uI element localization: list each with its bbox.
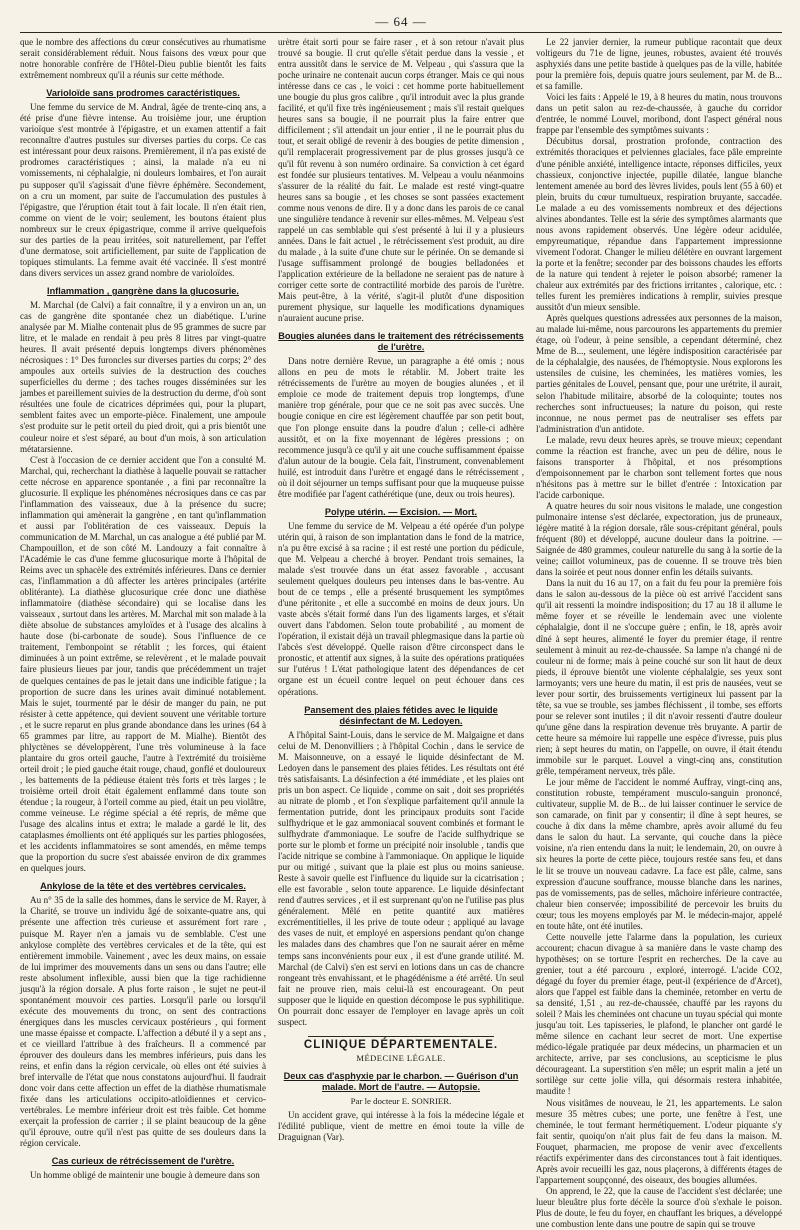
paragraph: On apprend, le 22, que la cause de l'accident s'est déclarée; une lueur bleuâtre plus forte décèle la source d'où s'exhale le poison. Plus de doute, le feu du foyer, en chauffant les briques, a développé une combustion lente dans une poutre de sapin qui se trouve [536,1185,782,1230]
paragraph: Une femme du service de M. Velpeau a été opérée d'un polype utérin qui, à raison de son implantation dans le fond de la matrice, n'a pu être excisé à sa racine ; il est resté une portion du pédicule, que M. Velpeau a cherché à broyer. Pendant trois semaines, la malade s'est trouvée dans un état assez favorable , accusant seulement quelques douleurs peu intenses dans le bas-ventre. Au bout de ce temps , elle a présenté brusquement les symptômes d'une péritonite , et elle a succombé en moins de deux jours. Un vaste abcès s'était formé dans l'un des ligaments larges, et s'était ouvert dans l'abdomen. Selon toute probabilité , au moment de l'opération, il existait déjà un travail phlegmasique dans la partie où l'abcès s'est développé. Quelle raison d'être circonspect dans le pronostic, et attentif aux signes, à la suite des opérations pratiquées sur l'utérus ! L'état pathologique latent des dépendances de cet organe est un écueil contre lequel on peut échouer dans ces opérations. [278,520,524,697]
paragraph: Décubitus dorsal, prostration profonde, contraction des extrémités thoraciques et pelviennes glaciales, face pâle empreinte d'une pénible anxiété, intelligence intacte, réponses difficiles, yeux chassieux, conjonctive injectée, pupille dilatée, langue blanche lentement amenée au bord des lèvres livides, pouls lent (55 à 60) et plein, bruits du cœur tumultueux, respiration bruyante, saccadée. Le malade a eu des vomissements nombreux et des déjections alvines abondantes. Telle est la série des symptômes alarmants que nous avons rapidement observés. Une légère odeur acidulée, empyreumatique, répandue dans l'appartement impressionne vivement l'odorat. Changer le milieu délétère en ouvrant largement la porte et la fenêtre; seconder par des boissons chaudes les efforts de la nature qui tendent à rejeter le poison absorbé; ramener la chaleur aux extrémités par des frictions irritantes , calorique, etc. : telles furent les premières indications à remplir, suivies presque aussitôt d'un mieux sensible. [536,136,782,313]
clinic-title: CLINIQUE DÉPARTEMENTALE. [303,1038,499,1051]
paragraph: Au n° 35 de la salle des hommes, dans le service de M. Rayer, à la Charité, se trouve un individu âgé de soixante-quatre ans, qui présente une affection très curieuse et assurément fort rare , puisque M. Rayer n'en a jamais vu de semblable. C'est une ankylose complète des vertèbres cervicales et de la tête, qui est entièrement immobile. Vainement , avec les deux mains, on essaie de lui imprimer des mouvements dans un sens ou dans l'autre; elle reste absolument inflexible, aussi bien que la tige rachidienne jusqu'à la région dorsale. A plus forte raison , le sujet ne peut-il spontanément mouvoir ces parties. Lorsqu'il parle ou lorsqu'il exécute des mouvements du tronc, on sent des contractions énergiques dans les muscles cervicaux postérieurs , qui forment une masse épaisse et compacte. L'affection a débuté il y a sept ans , et ce vieillard l'attribue à des fraîcheurs. Il a commencé par éprouver des douleurs dans les membres inférieurs, puis dans les reins, et enfin dans la région cervicale, où elles ont été suivies à bref intervalle de l'état que nous constatons aujourd'hui. Il faudrait donc voir dans cette affection un effet de la diathèse rhumatismale fixée dans les articulations occipito-atloïdiennes et cervico-vertébrales. Le membre inférieur droit est très faible. Cet homme exerçait la profession de carrier ; il se plaint beaucoup de la gêne qu'il éprouve, outre qu'il n'est pas quitte de ses douleurs dans la région cervicale. [20,895,266,1149]
section-heading: Cas curieux de rétrécissement de l'urètre. [51,1156,235,1167]
section-heading: Varioloïde sans prodromes caractéristiques. [46,88,240,99]
paragraph: Un homme obligé de maintenir une bougie à demeure dans son [30,1170,260,1181]
paragraph: A l'hôpital Saint-Louis, dans le service de M. Malgaigne et dans celui de M. Denonvilliers ; à l'hôpital Cochin , dans le service de M. Maisonneuve, on a essayé le liquide désinfectant de M. Ledoyen dans le pansement des plaies fétides. Les résultats ont été très satisfaisants. La désinfection a été immédiate , et les plaies ont pris un bon aspect. Ce liquide , comme on sait , doit ses propriétés au nitrate de plomb , et l'on s'explique parfaitement qu'il annule la fermentation putride, dont les principaux produits sont l'acide sulfhydrique et le gaz ammoniacal souvent combinés et formant le sulfhydrate d'ammoniaque. Le soufre de l'acide sulfhydrique se porte sur le plomb et forme un précipité noir insoluble , tandis que l'acide nitrique se combine à l'ammoniaque. On applique le liquide pur ou mitigé , suivant que la plaie est plus ou moins sanieuse. Reste à savoir quelle est l'influence du liquide sur la cicatrisation ; elle est favorable , selon toute apparence. Le liquide désinfectant rend d'autres services , et il est surprenant qu'on ne l'utilise pas plus généralement. Mêlé en petite quantité aux matières excrémentitielles, il les prive de toute odeur ; appliqué au lavage des vases de nuit, et employé en aspersions pendant qu'on change les malades dans des chambres que l'on ne saurait aérer en même temps sans inconvénients pour eux , il est d'une grande utilité. M. Marchal (de Calvi) s'en est servi en lotions dans un cas de chancre rongeant très envahissant, et le phagédénisme a été arrêté. Un seul fait ne prouve rien, mais celui-là est encourageant. On peut supposer que le liquide en question décompose le pus syphilitique. On pourrait donc essayer de l'employer en lavage après un coït suspect. [278,729,524,1027]
paragraph: que le nombre des affections du cœur consécutives au rhumatisme serait considérablement réduit. Nous faisons des vœux pour que notre honorable confrère de l'Hôtel-Dieu publie bientôt les faits extrêmement nombreux qu'il a réunis sur cette méthode. [20,37,266,81]
clinic-section-header [278,1036,524,1064]
page-number: — 64 — [375,14,427,29]
paragraph: Un accident grave, qui intéresse à la fois la médecine légale et l'édilité publique, vient de mettre en émoi toute la ville de Draguignan (Var). [278,1109,524,1143]
columns [20,37,782,1230]
paragraph: Dans notre dernière Revue, un paragraphe a été omis ; nous allons en peu de mots le rétablir. M. Jobert traite les rétrécissements de l'urètre au moyen de bougies alunées , et il emploie ce mode de traitement depuis trop longtemps, d'une manière trop générale, pour que ce ne soit pas avec succès. Une bougie conique en cire est légèrement chauffée par son petit bout, que l'on plonge ensuite dans la poudre d'alun ; celle-ci adhère aussitôt, et on la fixe moyennant de légères pressions ; on recommence jusqu'à ce qu'il y ait une couche suffisamment épaisse d'alun autour de la bougie. Cela fait, l'instrument, convenablement huilé, est introduit dans l'urètre et engagé dans le rétrécissement , où il doit séjourner un temps suffisant pour que la muqueuse puisse être modifiée par l'agent cathérétique (une, deux ou trois heures). [278,356,524,499]
paragraph: A quatre heures du soir nous visitons le malade, une congestion pulmonaire intense s'est déclarée, expectoration, jus de pruneaux, légère matité à la région dorsale, râle sous-crépitant général, pouls fréquent (80) et développé, aucune douleur dans la poitrine. — Saignée de 480 grammes, couleur naturelle du sang à la sortie de la veine; caillot volumineux, pas de couenne. Il se trouve très bien dans la soirée et peut nous donner enfin les détails suivants. [536,500,782,578]
paragraph: Le malade, revu deux heures après, se trouve mieux; cependant comme la réaction est franche, avec un peu de délire, nous le faisons transporter à l'hôpital, et nos présomptions d'empoisonnement par le charbon sont tellement fortes que nous n'hésitons pas à mettre sur le billet d'entrée : Intoxication par l'acide carbonique. [536,434,782,500]
section-heading: Inflammation , gangrène dans la glucosurie. [47,285,239,296]
paragraph: urètre était sorti pour se faire raser , et à son retour n'avait plus trouvé sa bougie. Il crut qu'elle s'était perdue dans la vessie , et entra aussitôt dans le service de M. Velpeau , qui s'assura que la poche urinaire ne contenait aucun corps étranger. Mais ce qui nous intéresse dans ce cas , le voici : cet homme porte habituellement une bougie du plus gros calibre , qu'il introduit avec la plus grande facilité, et qu'il fixe très ingénieusement ; mais s'il restait quelques heures sans sa bougie, il ne pourrait plus la faire entrer que difficilement ; s'il attendait un jour entier , il ne le pourrait plus du tout, et serait obligé de revenir à des bougies de petite dimension , qu'il remplacerait progressivement par de plus grosses jusqu'à ce qu'il fût revenu à son numéro ordinaire. Sa conviction à cet égard est fondée sur plusieurs tentatives. M. Velpeau a voulu néanmoins s'assurer de la réalité du fait. Le malade est resté vingt-quatre heures sans sa bougie , et les choses se sont passées exactement comme nous venons de dire. Il y a donc dans les parois de ce canal une singulière tendance à revenir sur elles-mêmes. M. Velpeau s'est rappelé un cas semblable qui s'est présenté à lui il y a plusieurs années. Dans le fait actuel , le rétrécissement s'est produit, au dire du malade , à la suite d'une chute sur le périnée. On se demande si l'usage suffisamment prolongé de bougies belladonées et l'application extérieure de la belladone ne seraient pas de nature à corriger cette sorte de contractilité morbide des parois de l'urètre. Mais peut-être, à la vérité, s'agit-il plutôt d'une disposition purement physique, sur laquelle les modifications dynamiques n'auraient aucune prise. [278,37,524,324]
paragraph: Dans la nuit du 16 au 17, on a fait du feu pour la première fois dans le salon au-dessous de la pièce où est arrivé l'accident sans qu'il ait ressenti la moindre indisposition; du 17 au 18 il allume le même foyer et se réveille le lendemain avec une violente céphalalgie, dont il ne s'occupe guère ; enfin, le 18, après avoir dîné à sept heures, alimenté le foyer du premier étage, il rentre seulement à minuit au rez-de-chaussée. Sa lampe n'a changé ni de couleur ni de forme; mais à peine couché sur son lit haut de deux pieds, il éprouve bientôt une violente céphalalgie, ses yeux sont larmoyants; vers une heure du matin, il est pris de nausées, veut se lever pour sortir, des bruissements vertigineux lui passent par la tête, sa vue se trouble, ses jambes fléchissent , il tombe, ses efforts pour se relever sont inutiles ; il dit n'avoir ressenti d'autre douleur qu'une gêne dans la respiration devenue très bruyante. A partir de cette heure sa mémoire lui rappelle une espèce d'ivresse, puis plus rien; à sept heures du matin, on l'appelle, on ouvre, il était étendu immobile sur le parquet. Louvel a vingt-cinq ans, constitution grêle, tempérament nerveux, très pâle. [536,578,782,777]
paragraph: Une femme du service de M. Andral, âgée de trente-cinq ans, a été prise d'une fièvre intense. Au troisième jour, une éruption varioïque s'est montrée à l'épigastre, et un examen attentif a fait reconnaître d'autres pustules sur diverses parties du corps. Ce cas est intéressant pour deux raisons. Premièrement, il n'a pas existé de prodromes caractéristiques ; ainsi, la malade n'a eu ni vomissements, ni céphalalgie, ni douleurs lombaires, et l'on aurait pu supposer qu'il s'agissait d'une fièvre éphémère. Secondement, on a cru un moment, par suite de l'accumulation des pustules à l'épigastre, que l'éruption était tout à fait locale. Il n'en était rien, comme on vient de le voir; seulement, les boutons étaient plus nombreux sur le creux épigastrique, comme il arrive quelquefois sur des parties de la peau irritées, soit naturellement, par l'effet d'une dermatose, soit artificiellement, par suite de l'application de topiques stimulants. La femme avait été vaccinée. Il s'est montré dans divers services un assez grand nombre de varioloïdes. [20,102,266,278]
paragraph: Le 22 janvier dernier, la rumeur publique racontait que deux voltigeurs du 71e de ligne, jeunes, robustes, avaient été trouvés asphyxiés dans une petite bastide à quelques pas de la ville, habitée pour la première fois, depuis quatre jours seulement, par M. de B... et sa famille. [536,37,782,92]
clinic-subtitle: MÉDECINE LÉGALE. [356,1052,446,1063]
column-middle [278,37,524,1163]
column-right [536,37,782,1230]
section-heading: Pansement des plaies fétides avec le liquide désinfectant de M. Ledoyen. [304,704,498,726]
section-heading: Ankylose de la tête et des vertèbres cervicales. [40,881,246,892]
section-heading: Polype utérin. — Excision. — Mort. [324,506,478,517]
paragraph: Le jour même de l'accident le nommé Auffray, vingt-cinq ans, constitution robuste, tempérament musculo-sanguin prononcé, cultivateur, supplie M. de B... de lui laisser continuer le service de son camarade, on finit par y consentir; il dîne à sept heures, se couche à dix dans la même chambre, après avoir allumé du feu dans le salon du haut. La servante, qui couche dans la pièce voisine, n'a rien entendu dans la nuit; le lendemain, 20, on ouvre à six heures la porte de cette pièce, toujours restée sans feu, et dans le lit se trouve un nouveau cadavre. La face est pâle, calme, sans expression d'aucune souffrance, mousse blanche dans les narines, pas de vomissements, pas de selles, mâchoire inférieure contractée, chaleur bien conservée; impossibilité de percevoir les bruits du cœur; tous les moyens employés par M. le médecin-major, appelé en toute hâte, ont été inutiles. [536,777,782,931]
paragraph: C'est à l'occasion de ce dernier accident que l'on a consulté M. Marchal, qui, recherchant la diathèse à laquelle pouvait se rattacher cette nécrose en apparence spontanée , a fini par reconnaître la glucosurie. Il explique les phénomènes nécrosiques dans ce cas par l'inflammation des vaisseaux, due à la présence du sucre; inflammation qui amènerait la gangrène , en tant qu'inflammation et aussi par l'oblitération de ces vaisseaux. Depuis la communication de M. Marchal, un cas analogue a été publié par M. Champouillon, et de son côté M. Landouzy a fait connaître à l'Académie le cas d'une femme glucosurique morte à l'hôpital de Reims avec un sphacèle des extrémités inférieures. Dans ce dernier cas, l'inflammation a dû affecter les artères principales (artérite oblitérante). La diathèse glucosurique crée donc une diathèse inflammatoire (diathèse sécondaire) qui se localise dans les vaisseaux , surtout dans les artères. M. Marchal mit son malade à la diète absolue de substances amyloïdes et à l'usage des alcalins à haute dose (bi-carbonate de soude). Sous l'influence de ce traitement, l'embonpoint se rétablit ; les forces, qui étaient diminuées à un point extrême, se relevèrent , et le malade pouvait faire plusieurs lieues par jour, tandis que précédemment un trajet de quelques centaines de pas le jetait dans une indicible fatigue ; la proportion de sucre dans les urines avait diminué notablement. Mais le sujet, tourmenté par le désir de manger du pain, ne put résister à cette appétence, qui devient souvent une véritable torture , et le sucre reparut en plus grande abondance dans les urines (64 à 65 grammes par litre, au rapport de M. Mialhe). Bientôt des phlyctènes se développèrent, l'une très volumineuse à la face plantaire du gros orteil gauche, l'autre à l'extrémité du troisième orteil droit ; le pied gauche était rouge, chaud, gonflé et douloureux , les battements de la pédieuse étaient très forts et très larges ; le troisième orteil droit était également enflammé dans toute son étendue ; la rougeur, à l'orteil comme au pied, était un peu violâtre, comme veineuse. Le régime spécial a été repris, de même que l'usage des alcalins intus et extra; le malade a gardé le lit, des cataplasmes émollients ont été appliqués sur les parties phlogosées, et les accidents inflammatoires se sont amendés, en même temps que la proportion du sucre s'est abaissée environ de dix grammes en quelques jours. [20,454,266,874]
section-heading: Deux cas d'asphyxie par le charbon. — Guérison d'un malade. Mort de l'autre. — Autopsie. [283,1070,519,1092]
byline: Par le docteur E. SONRIER. [350,1095,452,1106]
paragraph: M. Marchal (de Calvi) a fait connaître, il y a environ un an, un cas de gangrène dite spontanée chez un diabétique. L'urine analysée par M. Mialhe contenait plus de 95 grammes de sucre par litre, et le malade en rendait à peu près 8 litres par vingt-quatre heures. Il avait présenté depuis longtemps divers phénomènes nécrosiques : 1° Des furoncles sur diverses parties du corps; 2° des ampoules aux orteils suivies de la destruction des couches superficielles du derme ; des taches rouges disséminées sur les jambes et pareillement suivies de la destruction du derme, d'où sont résultées une foule de cicatrices déprimées qui, pour la plupart, semblent faites avec un emporte-pièce. Finalement, une ampoule s'est produite sur le petit orteil du pied droit, qui a pris bientôt une couleur noire et s'est séparé, au bout d'un mois, à son articulation métatarsienne. [20,299,266,454]
section-heading: Bougies alunées dans le traitement des rétrécissements de l'urètre. [278,331,524,353]
paragraph: Cette nouvelle jette l'alarme dans la population, les curieux accourent; chacun divague à sa manière dans le vaste champ des hypothèses; on se torture l'esprit en recherches. De la cave au grenier, tout a été parcouru , exploré, interrogé. L'acide CO2, dégagé du foyer du premier étage, peut-il (expérience de d'Arcet), alors que l'appel est faible dans la cheminée, retomber en vertu de sa densité, 1,51 , au rez-de-chaussée, chauffé par les rayons du soleil ? Mais les cheminées ont chacune un tuyau spécial qui monte jusqu'au toit. Les tapisseries, le plafond, le plancher ont gardé le même silence en cachant leur secret de mort. Une expertise médico-légale pratiquée par deux médecins, un pharmacien et un architecte, arrive, par ses conclusions, au scepticisme le plus décourageant. La superstition s'en mêle; un esprit malin a jeté un sortilège sur cette jolie villa, qui désormais restera inhabitée, maudite ! [536,931,782,1097]
page-header [20,10,782,33]
paragraph: Après quelques questions adressées aux personnes de la maison, au malade lui-même, nous parcourons les appartements du premier étage, où l'odeur, à peine sensible, a cependant déterminé, chez Mme de B..., seulement, une légère indisposition caractérisée par de la céphalalgie, des nausées, de l'hémoptysie. Nous explorons les ustensiles de cuisine, les cheminées, les matières vomies, les parties génitales de Louvel, pensant que, pour une urétrite, il aurait, selon l'habitude militaire, absorbé de la coloquinte; toutes nos recherches sont infructueuses; la nature du poison, qui reste inconnue, ne nous permet pas de neutraliser ses effets par l'administration d'un antidote. [536,313,782,434]
divider [308,1036,494,1037]
paragraph: Voici les faits : Appelé le 19, à 8 heures du matin, nous trouvons dans un petit salon au rez-de-chaussée, à gauche du corridor d'entrée, le nommé Louvel, moribond, dont l'aspect général nous frappe par l'ensemble des symptômes suivants : [536,92,782,136]
column-left [20,37,266,1181]
paragraph: Nous visitâmes de nouveau, le 21, les appartements. Le salon mesure 35 mètres cubes; une porte, une fenêtre à l'est, une cheminée, le tout fermant hermétiquement. L'odeur piquante s'y fait sentir, quoiqu'on n'ait plus fait de feu dans la maison. M. Fouquet, pharmacien, me propose de venir avec d'excellents réactifs expérimenter dans des circonstances tout à fait identiques. Après avoir recueilli les gaz, nous plaçerons, à différents étages de l'appartement soupçonné, des oiseaux, des bougies allumées. [536,1097,782,1185]
